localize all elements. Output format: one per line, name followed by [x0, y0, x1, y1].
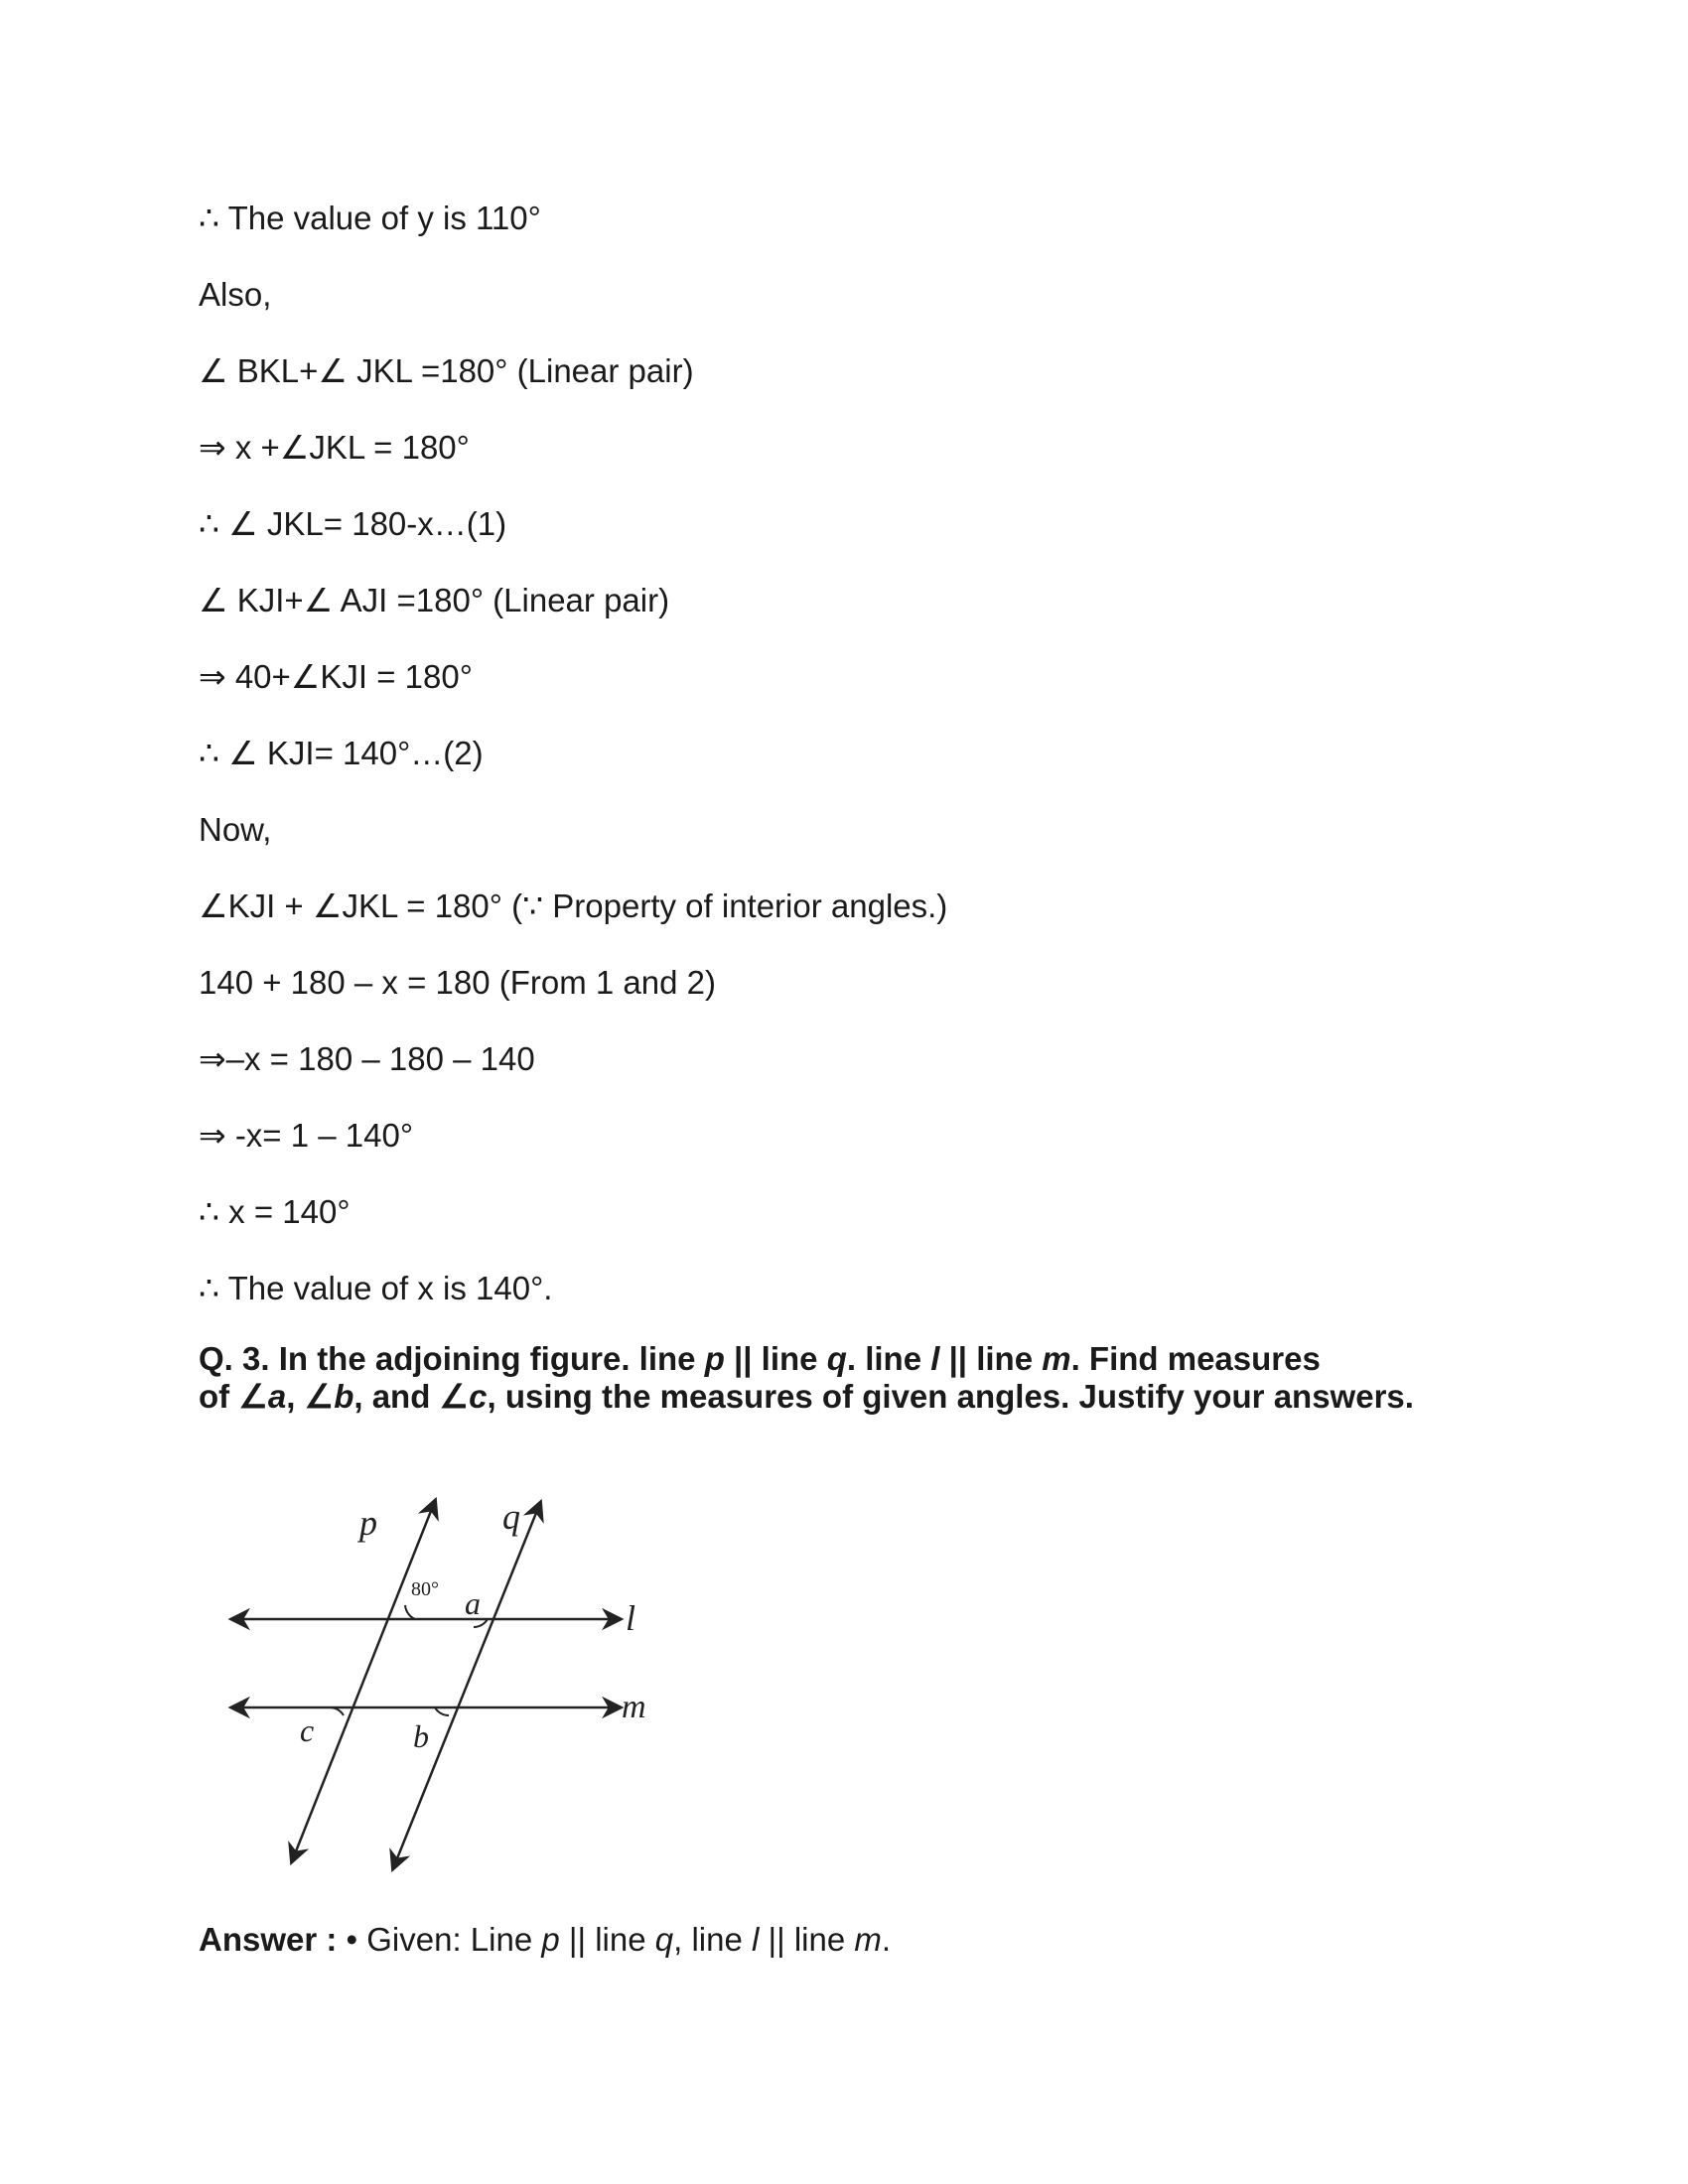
solution-line: ∴ ∠ JKL= 180-x…(1)	[199, 505, 507, 542]
line-q	[393, 1503, 540, 1868]
question-text: Q. 3. In the adjoining figure. line	[199, 1340, 705, 1377]
answer-text: , line	[673, 1921, 752, 1958]
question-line-2	[199, 1378, 1489, 1416]
solution-line: ⇒ -x= 1 – 140°	[199, 1117, 414, 1154]
label-80-degrees: 80°	[411, 1578, 439, 1600]
solution-line: ∴ The value of x is 140°.	[199, 1270, 553, 1306]
question-text: , ∠	[286, 1378, 335, 1415]
answer-var: p	[541, 1921, 560, 1958]
question-text: . line	[846, 1340, 931, 1377]
parallel-lines-figure	[218, 1489, 695, 1886]
solution-line: ∠ BKL+∠ JKL =180° (Linear pair)	[199, 352, 694, 389]
angle-80-arc	[405, 1605, 415, 1619]
question-text: . Find measures	[1070, 1340, 1321, 1377]
question-var: a	[267, 1378, 287, 1415]
solution-line: ∴ The value of y is 110°	[199, 200, 541, 236]
solution-line: ∠KJI + ∠JKL = 180° (∵ Property of interior angles.)	[199, 887, 948, 924]
solution-line: ⇒–x = 180 – 180 – 140	[199, 1040, 535, 1077]
solution-line: Also,	[199, 276, 272, 313]
question-var: b	[334, 1378, 354, 1415]
question-text: || line	[724, 1340, 827, 1377]
question-text: , and ∠	[353, 1378, 470, 1415]
label-c: c	[300, 1712, 315, 1748]
solution-line: ∠ KJI+∠ AJI =180° (Linear pair)	[199, 582, 670, 618]
answer-var: l	[752, 1921, 760, 1958]
answer-var: q	[654, 1921, 674, 1958]
solution-line: ∴ x = 140°	[199, 1193, 351, 1230]
question-var: c	[469, 1378, 488, 1415]
label-p: p	[359, 1503, 377, 1543]
solution-line: ⇒ x +∠JKL = 180°	[199, 429, 470, 466]
answer-text: || line	[559, 1921, 655, 1958]
question-var: m	[1042, 1340, 1071, 1377]
question-text: , using the measures of given angles. Justify your answers.	[487, 1378, 1414, 1415]
answer-label: Answer :	[199, 1921, 347, 1958]
answer-text: • Given: Line	[346, 1921, 542, 1958]
solution-line: ⇒ 40+∠KJI = 180°	[199, 658, 473, 695]
solution-line: Now,	[199, 811, 272, 848]
answer-var: m	[854, 1921, 882, 1958]
label-a: a	[465, 1585, 481, 1621]
question-var: l	[930, 1340, 940, 1377]
answer-line	[199, 1920, 891, 1960]
answer-text: .	[881, 1921, 892, 1958]
solution-line: ∴ ∠ KJI= 140°…(2)	[199, 735, 484, 771]
line-p	[292, 1501, 435, 1861]
question-3	[199, 1340, 1489, 1416]
question-text: of ∠	[199, 1378, 268, 1415]
question-var: q	[826, 1340, 847, 1377]
label-b: b	[413, 1718, 429, 1754]
question-var: p	[704, 1340, 725, 1377]
label-m: m	[622, 1689, 646, 1725]
label-l: l	[626, 1598, 636, 1638]
solution-line: 140 + 180 – x = 180 (From 1 and 2)	[199, 964, 716, 1001]
answer-text: || line	[759, 1921, 855, 1958]
label-q: q	[502, 1497, 520, 1537]
question-text: || line	[939, 1340, 1043, 1377]
question-line-1	[199, 1340, 1489, 1378]
